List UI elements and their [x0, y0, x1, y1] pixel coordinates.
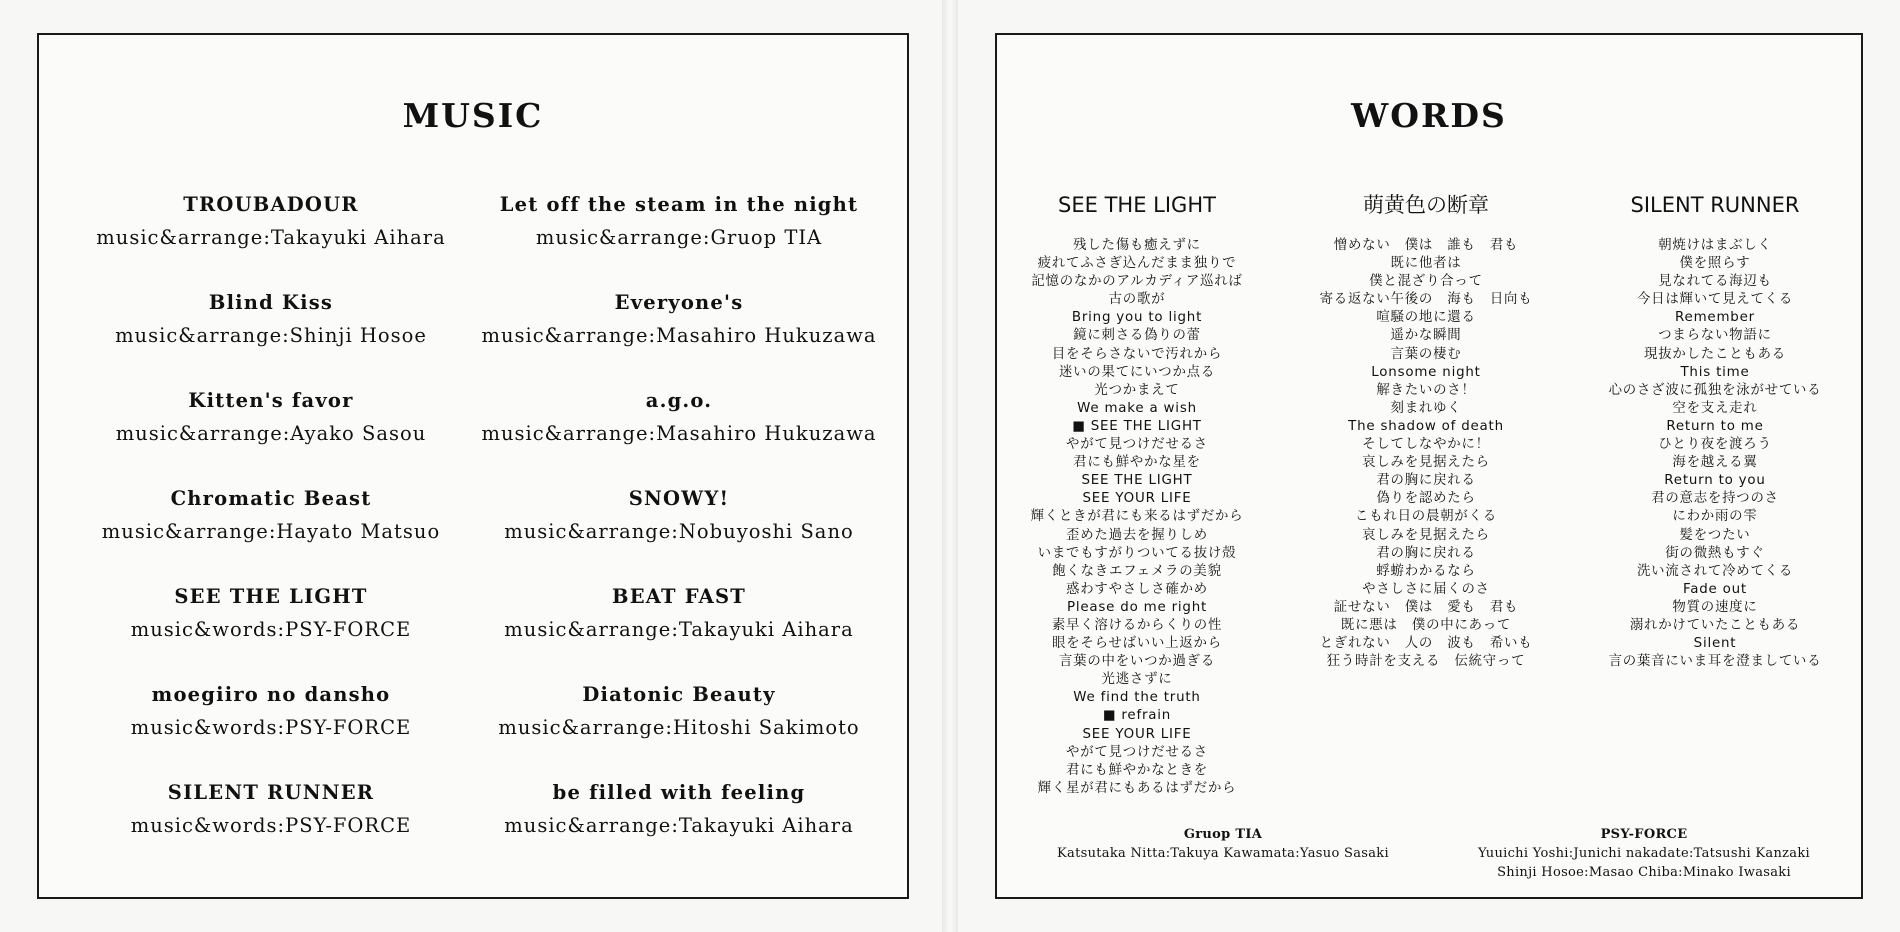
lyrics-block: [1579, 237, 1851, 671]
track-entry: [469, 775, 889, 873]
track-credit: music&arrange:Hitoshi Sakimoto: [498, 716, 860, 739]
track-credit: music&arrange:Hayato Matsuo: [101, 520, 441, 543]
lyric-line: 心のさざ波に孤独を泳がせている: [1608, 382, 1822, 398]
lyric-line: 目をそらさないで汚れから: [1051, 346, 1223, 362]
lyric-line: 空を支え走れ: [1672, 400, 1758, 416]
lyric-line: Silent: [1693, 636, 1737, 652]
lyric-line: 素早く溶けるからくりの性: [1051, 617, 1223, 633]
lyric-line: 光逃さずに: [1101, 672, 1173, 688]
lyric-line: 飽くなきエフェメラの美貌: [1052, 563, 1222, 579]
lyric-line: 洗い流されて冷めてくる: [1636, 563, 1794, 579]
lyric-line: This time: [1680, 364, 1750, 380]
lyric-line: ■ refrain: [1102, 708, 1172, 724]
lyric-line: The shadow of death: [1348, 418, 1504, 434]
lyrics-block: [1290, 237, 1562, 671]
track-entry: [61, 775, 481, 873]
credits-gruop-tia: [1023, 825, 1423, 863]
page-gutter: [942, 0, 958, 932]
lyric-line: 見なれてる海辺も: [1658, 274, 1772, 290]
credit-group-name: Gruop TIA: [1183, 827, 1263, 842]
track-credit: music&arrange:Masahiro Hukuzawa: [481, 324, 877, 347]
lyrics-silent-runner: [1579, 185, 1851, 671]
track-entry: [469, 285, 889, 383]
track-entry: [469, 187, 889, 285]
lyric-line: 解きたいのさ！: [1376, 382, 1476, 398]
track-credit: music&arrange:Masahiro Hukuzawa: [481, 422, 877, 445]
track-name: BEAT FAST: [612, 585, 746, 608]
lyric-line: とぎれない 人の 波も 希いも: [1319, 636, 1533, 652]
lyric-line: 遥かな瞬間: [1390, 328, 1462, 344]
right-page: [958, 0, 1900, 932]
track-credit: music&arrange:Ayako Sasou: [115, 422, 427, 445]
lyric-line: 今日は輝いて見えてくる: [1636, 292, 1794, 308]
track-name: SEE THE LIGHT: [174, 585, 368, 608]
lyric-line: つまらない物語に: [1658, 328, 1772, 344]
lyric-line: 君の胸に戻れる: [1376, 545, 1476, 561]
track-entry: [469, 383, 889, 481]
lyric-line: 既に他者は: [1390, 256, 1462, 272]
lyrics-moegiiro: [1290, 185, 1562, 671]
lyric-line: 残した傷も癒えずに: [1073, 238, 1201, 253]
track-entry: [61, 677, 481, 775]
track-name: Let off the steam in the night: [499, 193, 859, 216]
track-name: Diatonic Beauty: [582, 683, 776, 706]
track-name: Kitten's favor: [188, 389, 354, 412]
lyric-line: Fade out: [1682, 581, 1747, 597]
words-title: WORDS: [1351, 96, 1507, 135]
track-name: moegiiro no dansho: [151, 683, 391, 706]
credit-members: Shinji Hosoe:Masao Chiba:Minako Iwasaki: [1497, 865, 1791, 880]
credit-group-name: PSY-FORCE: [1600, 827, 1688, 842]
lyric-line: 海を越える翼: [1672, 455, 1758, 471]
lyric-line: Return to me: [1666, 418, 1764, 434]
track-name: be filled with feeling: [552, 781, 806, 804]
words-panel: [995, 33, 1863, 899]
track-entry: [469, 481, 889, 579]
lyric-line: 言の葉音にいま耳を澄ましている: [1608, 654, 1822, 670]
lyric-line: 鏡に刺さる偽りの蕾: [1073, 328, 1201, 344]
track-name: a.g.o.: [645, 389, 713, 412]
track-credit: music&words:PSY-FORCE: [130, 716, 412, 739]
lyric-line: Remember: [1675, 310, 1755, 326]
lyric-line: Please do me right: [1066, 599, 1208, 615]
lyric-line: 歪めた過去を握りしめ: [1066, 527, 1208, 543]
lyric-line: SEE YOUR LIFE: [1082, 491, 1192, 507]
track-credit: music&arrange:Takayuki Aihara: [504, 814, 854, 837]
credit-members: Yuuichi Yoshi:Junichi nakadate:Tatsushi Kanzaki: [1478, 846, 1810, 861]
track-entry: [61, 579, 481, 677]
lyric-line: 君の胸に戻れる: [1376, 473, 1476, 489]
lyric-line: 君の意志を持つのさ: [1651, 491, 1779, 507]
lyric-line: 惑わすやさしさ確かめ: [1066, 581, 1208, 597]
track-entry: [469, 677, 889, 775]
lyric-line: 喧騒の地に還る: [1376, 310, 1476, 326]
track-name: Everyone's: [614, 291, 744, 314]
lyric-line: 狂う時計を支える 伝統守って: [1326, 654, 1526, 670]
lyric-line: 僕と混ざり合って: [1369, 274, 1483, 290]
song-title: SEE THE LIGHT: [1058, 193, 1216, 217]
lyric-line: We make a wish: [1077, 400, 1197, 416]
lyric-line: 哀しみを見据えたら: [1362, 455, 1490, 471]
lyric-line: 街の微熱もすぐ: [1665, 545, 1765, 561]
lyric-line: そしてしなやかに！: [1362, 437, 1490, 453]
credit-members: Katsutaka Nitta:Takuya Kawamata:Yasuo Sasaki: [1057, 846, 1389, 861]
song-title: SILENT RUNNER: [1630, 193, 1800, 217]
lyric-line: 記憶のなかのアルカディア巡れば: [1031, 274, 1243, 290]
lyric-line: こもれ日の晨朝がくる: [1355, 509, 1497, 525]
lyric-line: SEE THE LIGHT: [1081, 473, 1193, 489]
track-credit: music&arrange:Gruop TIA: [535, 226, 823, 249]
track-entry: [469, 579, 889, 677]
track-credit: music&arrange:Takayuki Aihara: [96, 226, 446, 249]
lyric-line: ■ SEE THE LIGHT: [1072, 418, 1202, 434]
lyric-line: 君にも鮮やかなときを: [1066, 762, 1208, 778]
track-name: Chromatic Beast: [170, 487, 372, 510]
lyric-line: 朝焼けはまぶしく: [1658, 238, 1772, 253]
music-column-right: [469, 187, 889, 873]
lyrics-block: [1001, 237, 1273, 798]
lyric-line: 証せない 僕は 愛も 君も: [1333, 599, 1519, 615]
track-credit: music&arrange:Nobuyoshi Sano: [504, 520, 854, 543]
music-column-left: [61, 187, 481, 873]
lyric-line: 君にも鮮やかな星を: [1073, 455, 1201, 471]
lyric-line: 光つかまえて: [1094, 382, 1180, 398]
lyric-line: 寄る返ない午後の 海も 日向も: [1319, 292, 1533, 308]
lyric-line: Bring you to light: [1071, 310, 1203, 326]
music-title: MUSIC: [402, 96, 544, 135]
lyric-line: 溺れかけていたこともある: [1629, 617, 1801, 633]
lyric-line: 言葉の中をいつか過ぎる: [1058, 654, 1216, 670]
credits-psy-force: [1434, 825, 1854, 882]
track-name: TROUBADOUR: [183, 193, 359, 216]
lyric-line: 迷いの果てにいつか点る: [1058, 364, 1216, 380]
lyric-line: 眼をそらせばいい上返から: [1052, 636, 1222, 652]
left-page: [0, 0, 942, 932]
track-credit: music&arrange:Takayuki Aihara: [504, 618, 854, 641]
lyric-line: 古の歌が: [1108, 292, 1166, 308]
track-entry: [61, 481, 481, 579]
lyric-line: 輝くときが君にも来るはずだから: [1030, 509, 1244, 525]
lyric-line: 物質の速度に: [1672, 599, 1758, 615]
lyric-line: 僕を照らす: [1679, 256, 1751, 272]
lyric-line: 哀しみを見据えたら: [1362, 527, 1490, 543]
lyric-line: にわか雨の雫: [1672, 509, 1758, 525]
lyric-line: 蜉蝣わかるなら: [1376, 563, 1476, 579]
lyrics-see-the-light: [1001, 185, 1273, 798]
music-panel: [37, 33, 909, 899]
lyric-line: Lonsome night: [1371, 364, 1481, 380]
track-name: SILENT RUNNER: [167, 781, 375, 804]
track-credit: music&words:PSY-FORCE: [130, 814, 412, 837]
lyric-line: いまでもすがりついてる抜け殻: [1037, 545, 1237, 561]
lyric-line: 既に悪は 僕の中にあって: [1340, 617, 1512, 633]
track-credit: music&words:PSY-FORCE: [130, 618, 412, 641]
lyric-line: ひとり夜を渡ろう: [1658, 437, 1772, 453]
track-entry: [61, 383, 481, 481]
lyric-line: 言葉の棲む: [1390, 346, 1462, 362]
lyric-line: やがて見つけだせるさ: [1066, 744, 1208, 760]
lyric-line: やさしさに届くのさ: [1362, 581, 1490, 597]
track-name: Blind Kiss: [208, 291, 334, 314]
track-credit: music&arrange:Shinji Hosoe: [115, 324, 427, 347]
lyric-line: Return to you: [1664, 473, 1766, 489]
lyric-line: 偽りを認めたら: [1376, 491, 1476, 507]
song-title: 萌黄色の断章: [1363, 193, 1489, 217]
lyric-line: やがて見つけだせるさ: [1066, 437, 1208, 453]
track-name: SNOWY!: [628, 487, 730, 510]
lyric-line: 疲れてふさぎ込んだまま独りで: [1037, 256, 1237, 272]
lyric-line: 現抜かしたこともある: [1644, 346, 1786, 362]
lyric-line: SEE YOUR LIFE: [1082, 726, 1192, 742]
lyric-line: 髪をつたい: [1679, 527, 1751, 543]
lyric-line: We find the truth: [1073, 690, 1201, 706]
lyric-line: 輝く星が君にもあるはずだから: [1037, 780, 1237, 796]
track-entry: [61, 187, 481, 285]
lyric-line: 憎めない 僕は 誰も 君も: [1333, 238, 1519, 253]
lyric-line: 刻まれゆく: [1390, 400, 1462, 416]
track-entry: [61, 285, 481, 383]
